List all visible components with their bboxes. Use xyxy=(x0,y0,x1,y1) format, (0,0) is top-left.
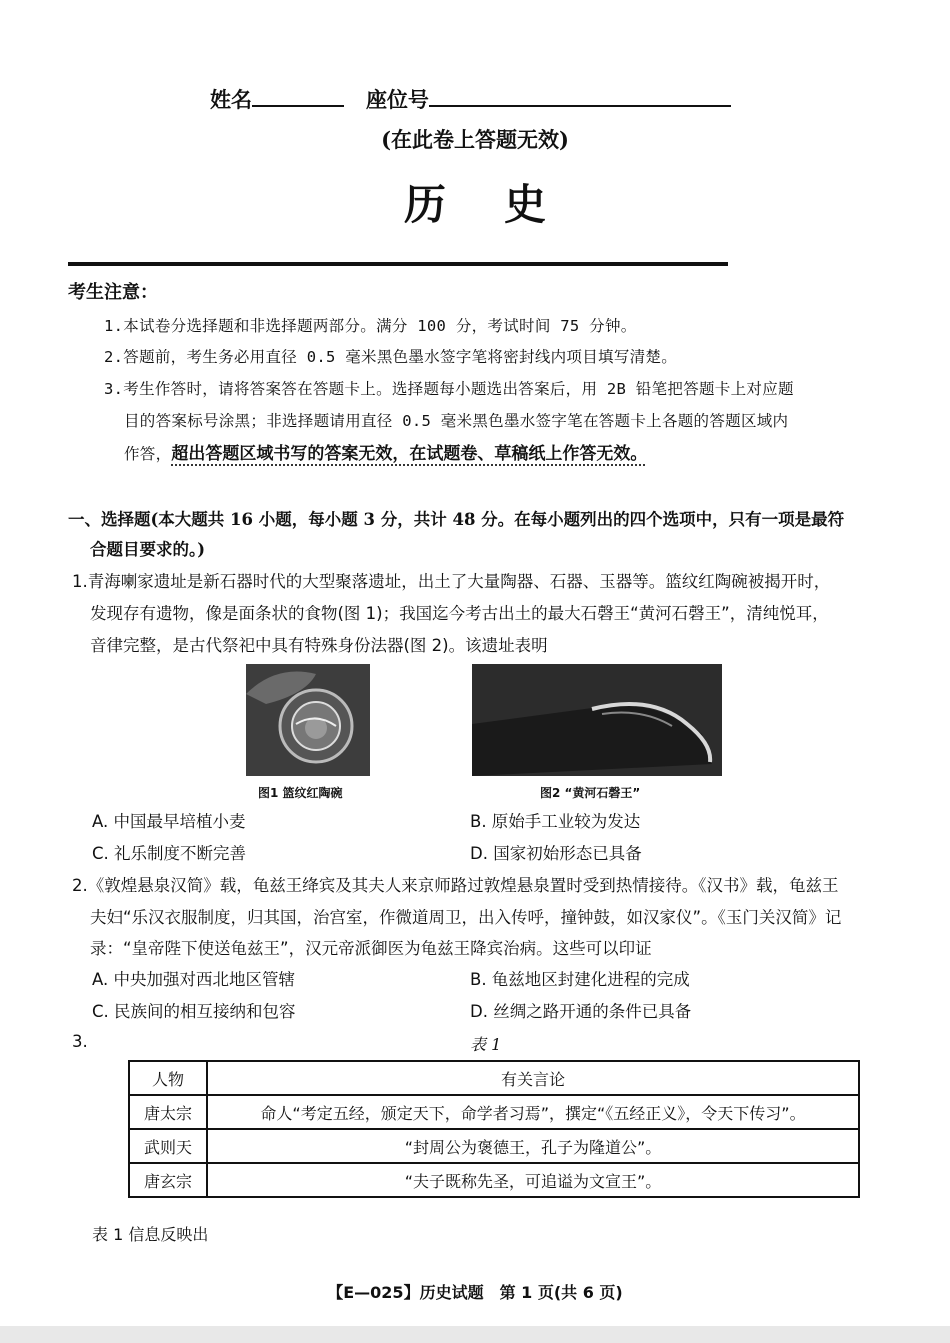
invalid-note: (在此卷上答题无效) xyxy=(381,127,569,152)
notice-title: 考生注意： xyxy=(68,282,158,303)
seat-blank[interactable] xyxy=(429,87,731,107)
figure-2-caption: 图2 “黄河石磬王” xyxy=(540,786,641,800)
table-cell-remarks: “夫子既称先圣，可追谥为文宣王”。 xyxy=(207,1163,859,1197)
figure-1-bowl-photo xyxy=(246,664,370,776)
stone-chime-illustration xyxy=(472,664,722,776)
page-footer: 【E—025】历史试题 第 1 页(共 6 页) xyxy=(327,1283,623,1302)
q1-line-1: 1.青海喇家遗址是新石器时代的大型聚落遗址，出土了大量陶器、石器、玉器等。篮纹红陶碗被揭开时， xyxy=(72,572,831,591)
q2-line-1: 2.《敦煌悬泉汉简》载，龟兹王绛宾及其夫人来京师路过敦煌悬泉置时受到热情接待。《汉书》载，龟兹王 xyxy=(72,876,839,895)
name-label: 姓名 xyxy=(210,87,252,112)
q2-option-c[interactable]: C. 民族间的相互接纳和包容 xyxy=(92,1002,296,1021)
table-header-row xyxy=(129,1061,859,1095)
table-cell-person: 唐太宗 xyxy=(129,1095,207,1129)
header-divider xyxy=(68,262,728,266)
table-cell-remarks: “封周公为褒德王，孔子为隆道公”。 xyxy=(207,1129,859,1163)
q1-option-c[interactable]: C. 礼乐制度不断完善 xyxy=(92,844,247,863)
q1-option-a[interactable]: A. 中国最早培植小麦 xyxy=(92,812,246,831)
q1-option-b[interactable]: B. 原始手工业较为发达 xyxy=(470,812,641,831)
table-cell-person: 唐玄宗 xyxy=(129,1163,207,1197)
q2-option-a[interactable]: A. 中央加强对西北地区管辖 xyxy=(92,970,295,989)
q1-line-2: 发现存有遗物，像是面条状的食物(图 1)；我国迄今考古出土的最大石磬王“黄河石磬王”，清纯悦耳， xyxy=(90,604,829,623)
table-row xyxy=(129,1163,859,1197)
notice-item-3-line-3 xyxy=(124,439,647,464)
figure-1-caption: 图1 篮纹红陶碗 xyxy=(258,786,343,800)
table-row xyxy=(129,1095,859,1129)
q3-stem: 表 1 信息反映出 xyxy=(92,1225,209,1244)
q2-line-2: 夫妇“乐汉衣服制度，归其国，治宫室，作微道周卫，出入传呼，撞钟鼓，如汉家仪”。《玉门关汉简》记 xyxy=(90,908,842,927)
section-1-heading: 一、选择题(本大题共 16 小题，每小题 3 分，共计 48 分。在每小题列出的四个选项中，只有一项是最符 xyxy=(68,510,845,529)
notice-item-1: 1.本试卷分选择题和非选择题两部分。满分 100 分，考试时间 75 分钟。 xyxy=(104,317,637,335)
section-1-heading-cont: 合题目要求的。) xyxy=(90,540,206,559)
scan-edge xyxy=(0,1326,950,1343)
q1-option-d[interactable]: D. 国家初始形态已具备 xyxy=(470,844,642,863)
notice-item-3-line-1: 3.考生作答时，请将答案答在答题卡上。选择题每小题选出答案后，用 2B 铅笔把答题卡上对应题 xyxy=(104,380,794,398)
q3-number: 3. xyxy=(72,1032,88,1051)
notice-emphasis: 超出答题区域书写的答案无效，在试题卷、草稿纸上作答无效。 xyxy=(171,444,648,464)
table-row xyxy=(129,1129,859,1163)
bowl-illustration xyxy=(246,664,370,776)
q1-line-3: 音律完整，是古代祭祀中具有特殊身份法器(图 2)。该遗址表明 xyxy=(90,636,548,655)
table-header-person: 人物 xyxy=(129,1061,207,1095)
table-1-title: 表 1 xyxy=(470,1035,502,1054)
q2-option-d[interactable]: D. 丝绸之路开通的条件已具备 xyxy=(470,1002,692,1021)
student-info-line xyxy=(210,84,731,114)
subject-title: 历史 xyxy=(403,180,604,229)
figure-2-stone-chime-photo xyxy=(472,664,722,776)
notice-item-3-line-3-a: 作答， xyxy=(124,445,172,463)
table-cell-remarks: 命人“考定五经，颁定天下，命学者习焉”，撰定“《五经正义》，令天下传习”。 xyxy=(207,1095,859,1129)
table-cell-person: 武则天 xyxy=(129,1129,207,1163)
seat-label: 座位号 xyxy=(365,87,429,112)
q2-option-b[interactable]: B. 龟兹地区封建化进程的完成 xyxy=(470,970,690,989)
q2-line-3: 录：“皇帝陛下使送龟兹王”，汉元帝派御医为龟兹王降宾治病。这些可以印证 xyxy=(90,939,652,958)
notice-item-2: 2.答题前，考生务必用直径 0.5 毫米黑色墨水签字笔将密封线内项目填写清楚。 xyxy=(104,348,678,366)
table-1 xyxy=(128,1060,860,1198)
name-blank[interactable] xyxy=(252,87,344,107)
table-header-remarks: 有关言论 xyxy=(207,1061,859,1095)
notice-item-3-line-2: 目的答案标号涂黑；非选择题请用直径 0.5 毫米黑色墨水签字笔在答题卡上各题的答题区域内 xyxy=(124,412,789,430)
